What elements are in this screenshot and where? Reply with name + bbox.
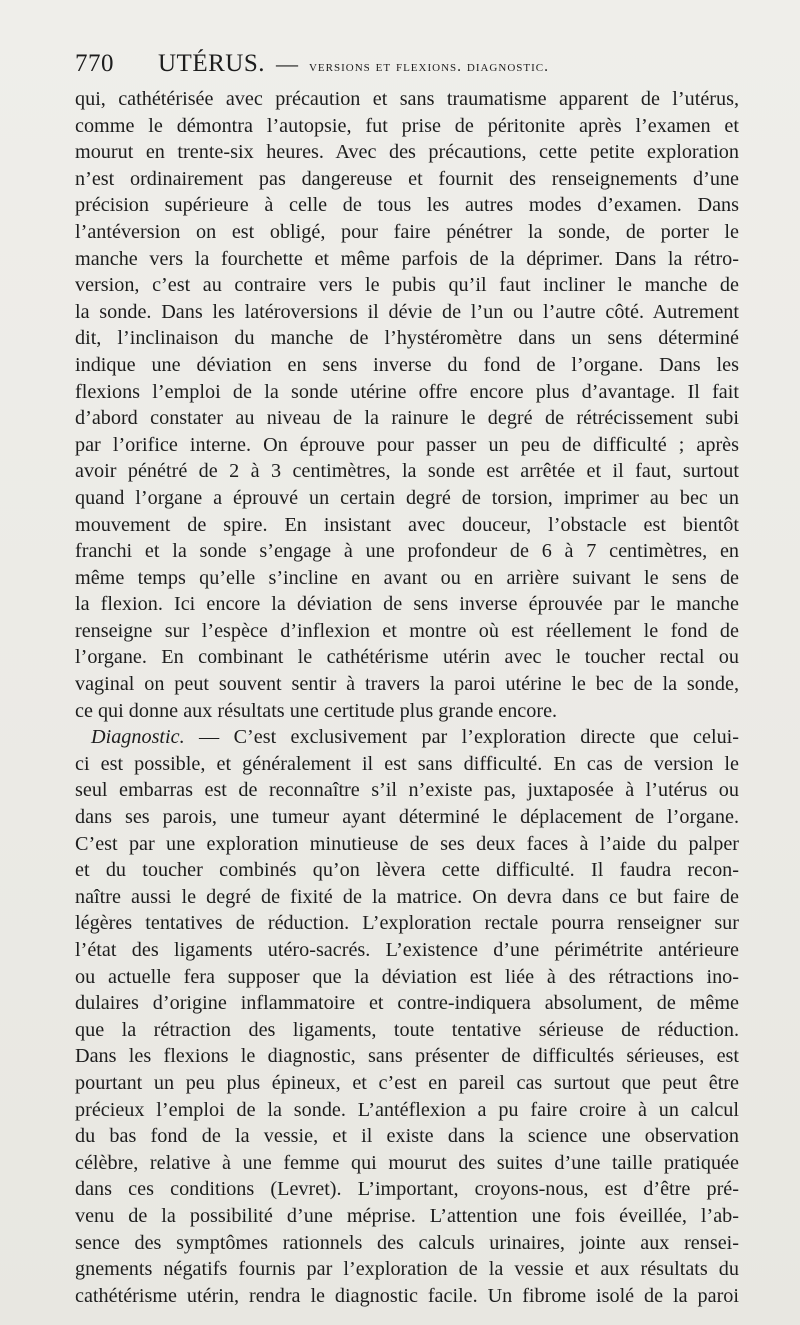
text-line: la sonde. Dans les latéroversions il dévie de l’un ou l’autre côté. Autrement [75,300,739,323]
text-line: légères tentatives de réduction. L’exploration rectale pourra renseigner sur [75,912,739,935]
text-line: Dans les flexions le diagnostic, sans présenter de difficultés sérieuses, est [75,1045,739,1068]
text-line: ci est possible, et généralement il est sans difficulté. En cas de version le [75,752,739,775]
text-line: — C’est exclusivement par l’exploration directe que celui- [184,726,739,749]
text-line: naître aussi le degré de fixité de la matrice. On devra dans ce but faire de [75,885,739,908]
text-line: indique une déviation en sens inverse du fond de l’organe. Dans les [75,353,739,376]
header-dash: — [275,51,298,76]
diagnostic-paragraph-start [75,724,739,751]
text-line: même temps qu’elle s’incline en avant ou en arrière suivant le sens de [75,566,739,589]
text-line: dans ces conditions (Levret). L’important, croyons-nous, est d’être pré- [75,1178,739,1201]
text-line: pourtant un peu plus épineux, et c’est en pareil cas surtout que peut être [75,1071,739,1094]
text-line: l’antéversion on est obligé, pour faire pénétrer la sonde, de porter le [75,220,739,243]
text-line: du bas fond de la vessie, et il existe dans la science une observation [75,1125,739,1148]
text-line: ou actuelle fera supposer que la déviation est liée à des rétractions ino- [75,965,739,988]
text-line: l’organe. En combinant le cathétérisme utérin avec le toucher rectal ou [75,646,739,669]
diagnostic-heading: Diagnostic. [91,726,185,749]
text-line: dans ses parois, une tumeur ayant déterminé le déplacement de l’organe. [75,806,739,829]
text-line: cathétérisme utérin, rendra le diagnostic facile. Un fibrome isolé de la paroi [75,1284,739,1307]
text-line: vaginal on peut souvent sentir à travers la paroi utérine le bec de la sonde, [75,673,739,696]
section-title: versions et flexions. diagnostic. [308,58,549,75]
text-line: dit, l’inclinaison du manche de l’hystéromètre dans un sens déterminé [75,327,739,350]
text-line: version, c’est au contraire vers le pubis qu’il faut incliner le manche de [75,274,739,297]
text-line: C’est par une exploration minutieuse de ses deux faces à l’aide du palper [75,832,739,855]
text-line: et du toucher combinés qu’on lèvera cette difficulté. Il faudra recon- [75,859,739,882]
body-text [75,86,739,1309]
text-line: l’état des ligaments utéro-sacrés. L’existence d’une périmétrite antérieure [75,939,739,961]
text-line: mourut en trente-six heures. Avec des précautions, cette petite exploration [75,141,739,164]
text-line: précision supérieure à celle de tous les autres modes d’examen. Dans [75,194,739,217]
text-line: franchi et la sonde s’engage à une profondeur de 6 à 7 centimètres, en [75,540,739,563]
text-line: précieux l’emploi de la sonde. L’antéflexion a pu faire croire à un calcul [75,1098,739,1121]
text-line: venu de la possibilité d’une méprise. L’attention une fois éveillée, l’ab- [75,1204,739,1227]
text-line: comme le démontra l’autopsie, fut prise de péritonite après l’examen et [75,114,739,137]
text-line: renseigne sur l’espèce d’inflexion et montre où est réellement le fond de [75,619,739,642]
chapter-title: UTÉRUS. [158,50,265,77]
text-line: qui, cathétérisée avec précaution et sans traumatisme apparent de l’utérus, [75,88,739,110]
text-line: flexions l’emploi de la sonde utérine offre encore plus d’avantage. Il fait [75,380,739,403]
text-line: d’abord constater au niveau de la rainure le degré de rétrécissement subi [75,407,739,430]
text-line: n’est ordinairement pas dangereuse et fournit des renseignements d’une [75,167,739,190]
text-line: seul embarras est de reconnaître s’il n’existe pas, juxtaposée à l’utérus ou [75,779,739,802]
text-line: que la rétraction des ligaments, toute tentative sérieuse de réduction. [75,1018,739,1041]
text-line: gnements négatifs fournis par l’exploration de la vessie et aux résultats du [75,1258,739,1281]
text-line: quand l’organe a éprouvé un certain degré de torsion, imprimer au bec un [75,486,739,509]
page-number: 770 [75,50,114,77]
text-line: la flexion. Ici encore la déviation de sens inverse éprouvée par le manche [75,593,739,616]
text-line: célèbre, relative à une femme qui mourut des suites d’une taille pratiquée [75,1151,739,1174]
paragraph-end-line: ce qui donne aux résultats une certitude plus grande encore. [75,699,558,722]
text-line: dulaires d’origine inflammatoire et contre-indiquera absolument, de même [75,992,739,1015]
text-line: mouvement de spire. En insistant avec douceur, l’obstacle est bientôt [75,513,739,536]
text-line: avoir pénétré de 2 à 3 centimètres, la sonde est arrêtée et il faut, surtout [75,460,739,483]
text-line: par l’orifice interne. On éprouve pour passer un peu de difficulté ; après [75,433,739,456]
text-line: manche vers la fourchette et même parfois de la déprimer. Dans la rétro- [75,247,739,270]
text-line: sence des symptômes rationnels des calculs urinaires, jointe aux rensei- [75,1231,739,1254]
running-header [75,50,740,80]
